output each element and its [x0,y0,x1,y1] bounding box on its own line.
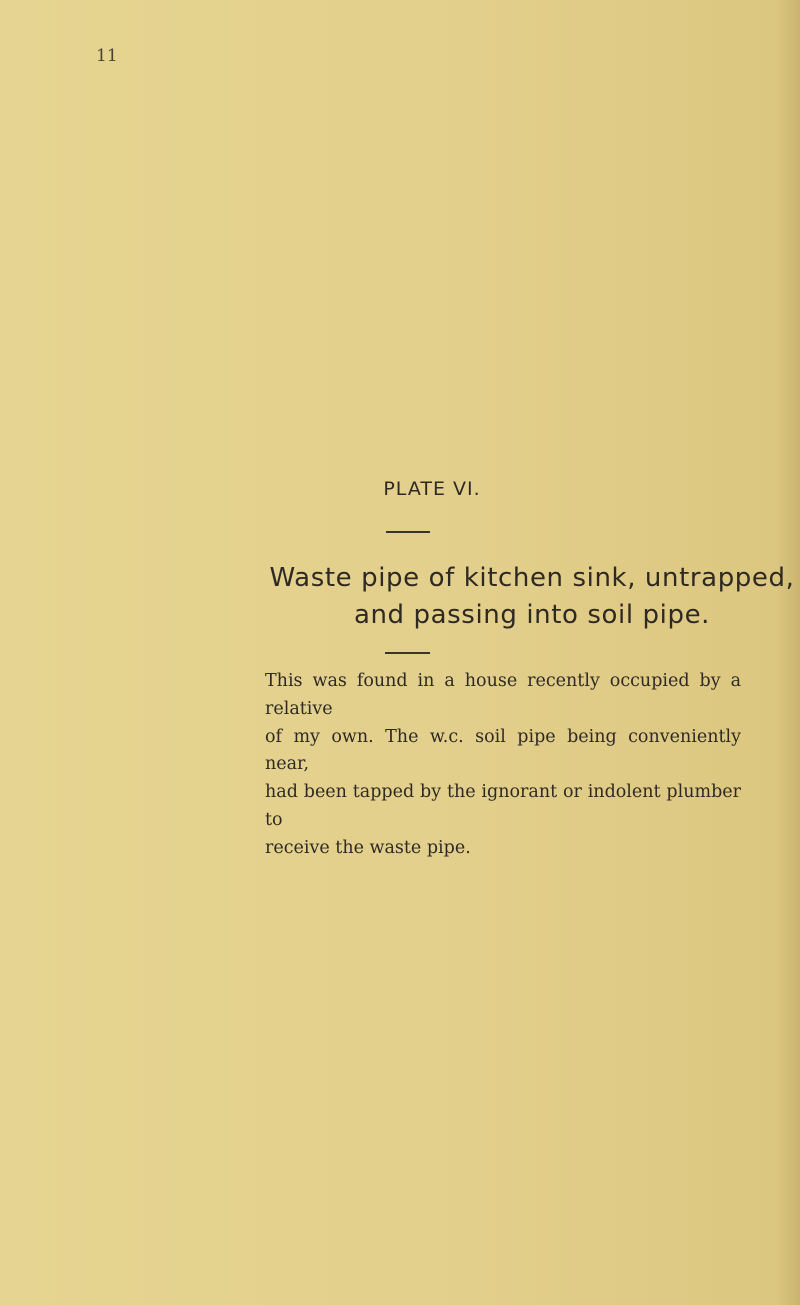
paragraph-line: of my own. The w.c. soil pipe being conveniently near, [265,726,741,775]
title-line: and passing into soil pipe. [353,600,711,630]
paragraph-line: This was found in a house recently occupied by a relative [265,671,741,719]
divider-rule [385,652,430,654]
paragraph-line: receive the waste pipe. [265,837,471,858]
divider-rule [386,531,430,533]
plate-title [240,560,800,634]
paragraph-line: had been tapped by the ignorant or indolent plumber to [265,782,741,830]
page-number: 11 [96,46,118,66]
plate-label: PLATE VI. [383,478,481,500]
title-line: Waste pipe of kitchen sink, untrapped, [269,563,795,593]
description-paragraph [265,668,741,863]
